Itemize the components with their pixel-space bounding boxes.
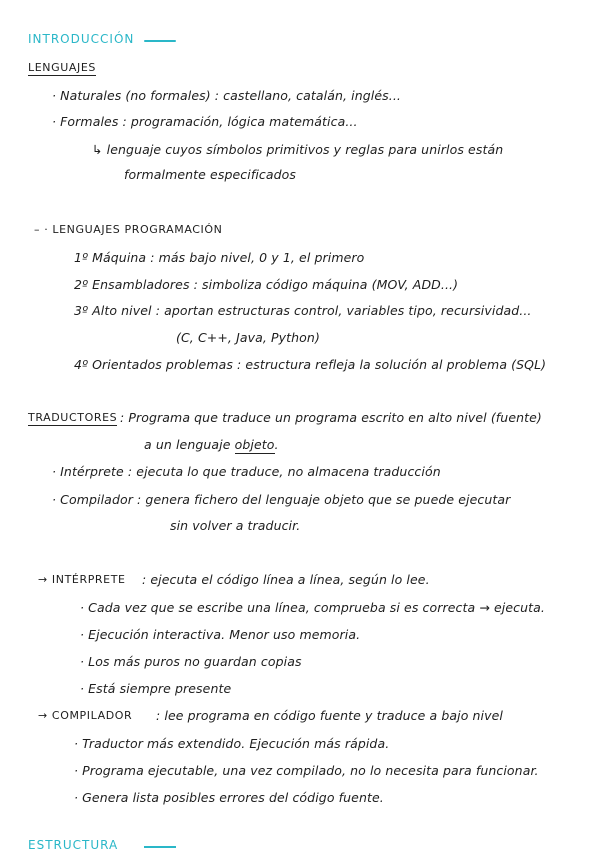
section-heading-programacion: – · LENGUAJES PROGRAMACIÓN <box>34 223 223 236</box>
compilador-definition: : lee programa en código fuente y traduce a bajo nivel <box>156 708 503 723</box>
compilador-item-1: · Traductor más extendido. Ejecución más rápida. <box>74 736 390 751</box>
list-item-interprete: · Intérprete : ejecuta lo que traduce, no almacena traducción <box>52 464 441 479</box>
list-item-naturales: · Naturales (no formales) : castellano, catalán, inglés... <box>52 88 401 103</box>
interprete-item-1: · Cada vez que se escribe una línea, comprueba si es correcta → ejecuta. <box>80 600 545 615</box>
section-heading-lenguajes: LENGUAJES <box>28 61 96 74</box>
title-underline <box>144 40 176 42</box>
list-item-maquina: 1º Máquina : más bajo nivel, 0 y 1, el primero <box>74 250 365 265</box>
list-item-alto-nivel: 3º Alto nivel : aportan estructuras control, variables tipo, recursividad... <box>74 303 532 318</box>
section-heading-compilador: → COMPILADOR <box>38 709 133 722</box>
formales-definition-line2: formalmente especificados <box>124 167 297 182</box>
interprete-item-3: · Los más puros no guardan copias <box>80 654 302 669</box>
list-item-formales: · Formales : programación, lógica matemática... <box>52 114 358 129</box>
compilador-line2: sin volver a traducir. <box>170 518 301 533</box>
section-heading-interprete: → INTÉRPRETE <box>38 573 126 586</box>
section-heading-traductores: TRADUCTORES <box>28 411 118 424</box>
interprete-item-2: · Ejecución interactiva. Menor uso memoria. <box>80 627 361 642</box>
list-item-ensambladores: 2º Ensambladores : simboliza código máquina (MOV, ADD...) <box>74 277 459 292</box>
traductores-definition-line2: a un lenguaje objeto. <box>144 437 279 452</box>
traductores-definition-line1: : Programa que traduce un programa escrito en alto nivel (fuente) <box>120 410 542 425</box>
alto-nivel-examples: (C, C++, Java, Python) <box>176 330 320 345</box>
list-item-compilador: · Compilador : genera fichero del lenguaje objeto que se puede ejecutar <box>52 492 511 507</box>
interprete-definition: : ejecuta el código línea a línea, según lo lee. <box>142 572 430 587</box>
interprete-item-4: · Está siempre presente <box>80 681 232 696</box>
list-item-orientados-problemas: 4º Orientados problemas : estructura refleja la solución al problema (SQL) <box>74 357 547 372</box>
formales-definition-line1: ↳ lenguaje cuyos símbolos primitivos y reglas para unirlos están <box>92 142 504 157</box>
page-title: INTRODUCCIÓN <box>28 32 135 46</box>
compilador-item-3: · Genera lista posibles errores del código fuente. <box>74 790 384 805</box>
compilador-item-2: · Programa ejecutable, una vez compilado, no lo necesita para funcionar. <box>74 763 539 778</box>
next-section-title: ESTRUCTURA <box>28 838 119 852</box>
